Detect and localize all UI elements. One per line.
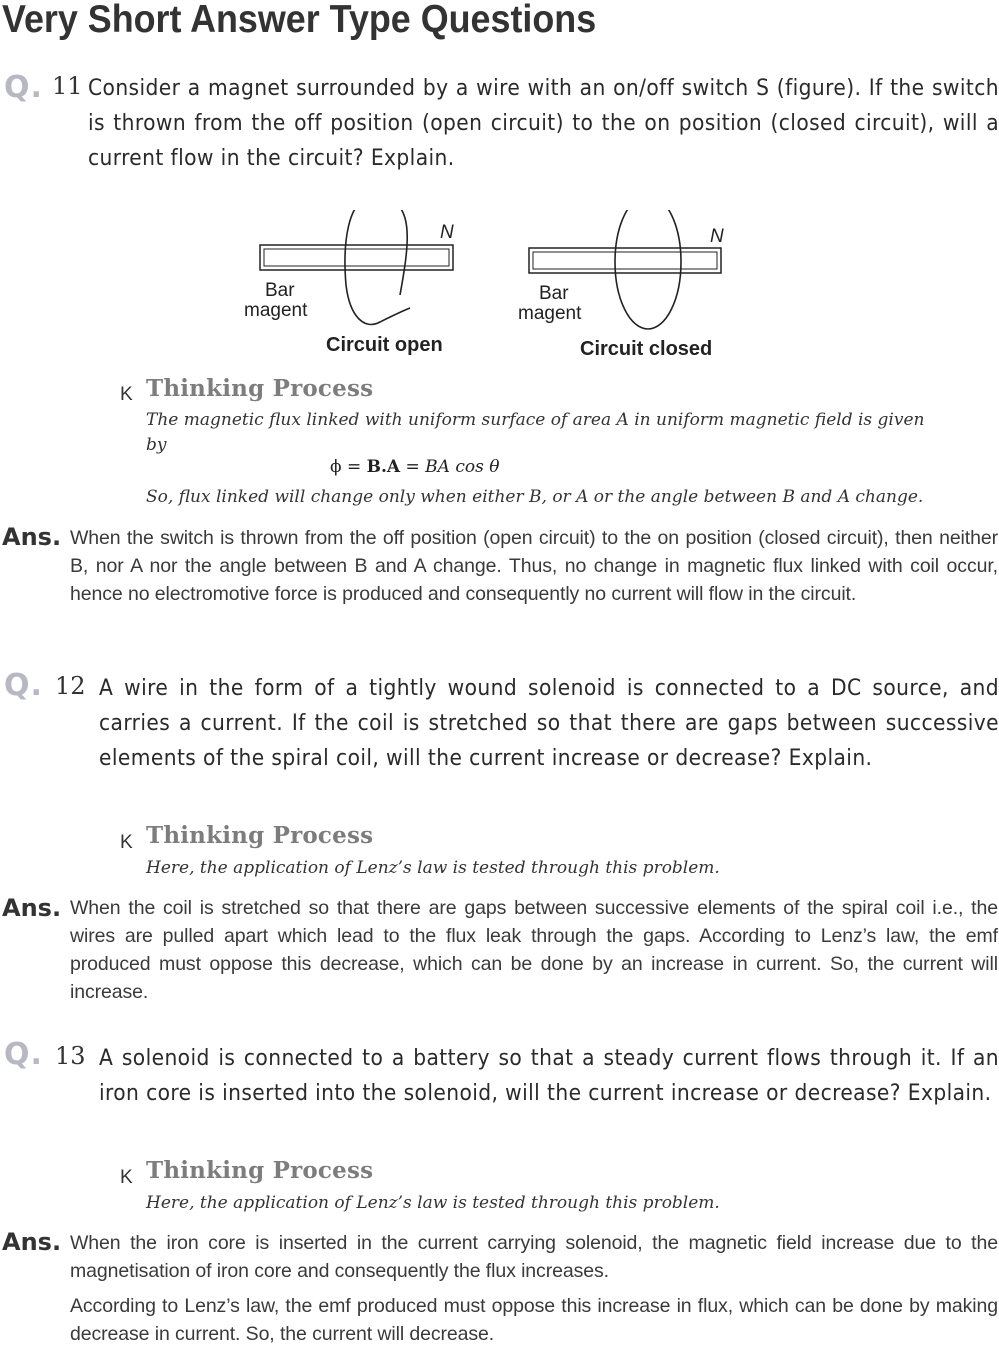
north-pole-label: N: [440, 222, 454, 243]
question-marker: Q.: [4, 668, 43, 703]
flux-formula: [330, 457, 499, 477]
thinking-process-title: Thinking Process: [146, 375, 374, 402]
figure-circuit-open: [244, 210, 454, 356]
figure-magnet-coil: [0, 210, 999, 360]
question-text: A solenoid is connected to a battery so that a steady current flows through it. If an iron core is inserted into the solenoid, will the current increase or decrease? Explain.: [99, 1045, 999, 1106]
thinking-process-arrow: K: [120, 384, 133, 405]
thinking-process-arrow: K: [120, 832, 133, 853]
magnet-label-line1: Bar: [265, 280, 295, 301]
answer-label: Ans.: [2, 523, 62, 551]
answer-label: Ans.: [2, 894, 62, 922]
page-title: Very Short Answer Type Questions: [2, 0, 597, 41]
answer-label: Ans.: [2, 1228, 62, 1256]
question-text: A wire in the form of a tightly wound solenoid is connected to a DC source, and carries a current. If the coil is stretched so that there are gaps between successive elements of the spiral coil, will the current increase or decrease? Explain.: [99, 675, 999, 771]
answer-text: When the coil is stretched so that there are gaps between successive elements of the spiral coil i.e., the wires are pulled apart which lead to the flux leak through the gaps. According to Lenz’s law, the emf produced must oppose this decrease, which can be done by an increase in current. So, the current will increase.: [70, 897, 998, 1003]
question-number: 13: [55, 1042, 86, 1070]
bar-magnet-inner: [533, 252, 717, 269]
caption-circuit-open: Circuit open: [326, 334, 443, 356]
question-marker: Q.: [4, 1037, 43, 1072]
formula-result: = BA cos θ: [400, 457, 500, 477]
bar-magnet-inner: [264, 249, 449, 266]
thinking-process-conclusion: So, flux linked will change only when either B, or A or the angle between B and A change.: [146, 487, 924, 507]
question-marker: Q.: [4, 70, 43, 105]
magnet-label-line2: magent: [244, 300, 308, 321]
thinking-process-body: The magnetic flux linked with uniform surface of area A in uniform magnetic field is given by: [146, 410, 925, 455]
answer-text: When the switch is thrown from the off position (open circuit) to the on position (closed circuit), then neither B, nor A nor the angle between B and A change. Thus, no change in magnetic flux linked with coil occur, hence no electromotive force is produced and consequently no current will flow in the circuit.: [70, 527, 998, 605]
thinking-process-title: Thinking Process: [146, 1157, 374, 1184]
question-number: 11: [52, 72, 83, 100]
thinking-process-body: Here, the application of Lenz’s law is tested through this problem.: [146, 1193, 720, 1213]
thinking-process-title: Thinking Process: [146, 822, 374, 849]
question-number: 12: [55, 672, 86, 700]
answer-text: When the iron core is inserted in the current carrying solenoid, the magnetic field increase due to the magnetisation of iron core and consequently the flux increases.: [70, 1232, 998, 1282]
answer-text-paragraph-2: According to Lenz’s law, the emf produced must oppose this increase in flux, which can be done by making decrease in current. So, the current will decrease.: [70, 1295, 998, 1345]
open-wire-loop: [345, 210, 410, 324]
magnet-label-line1: Bar: [539, 283, 569, 304]
formula-vectors: B.A: [366, 457, 401, 477]
formula-phi: ϕ =: [330, 457, 367, 477]
caption-circuit-closed: Circuit closed: [580, 338, 713, 360]
thinking-process-arrow: K: [120, 1167, 133, 1188]
north-pole-label: N: [710, 226, 724, 247]
magnet-label-line2: magent: [518, 303, 582, 324]
question-text: Consider a magnet surrounded by a wire with an on/off switch S (figure). If the switch is thrown from the off position (open circuit) to the on position (closed circuit), will a current flow in the circuit? Explain.: [88, 75, 999, 171]
thinking-process-body: Here, the application of Lenz’s law is tested through this problem.: [146, 858, 720, 878]
figure-circuit-closed: [518, 210, 724, 360]
